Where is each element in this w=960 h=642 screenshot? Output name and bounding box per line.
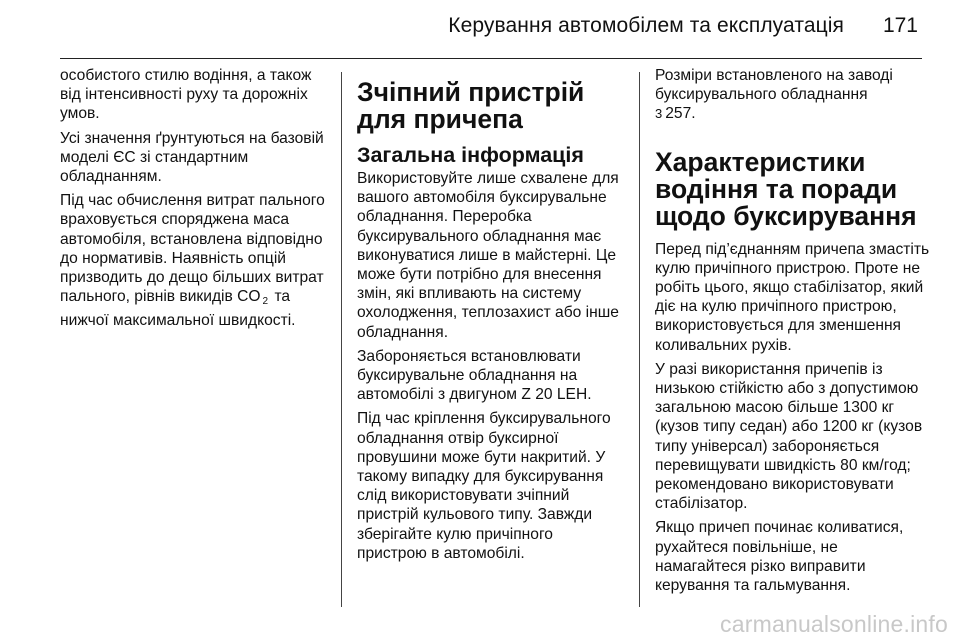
paragraph: Використовуйте лише схвалене для вашого автомобіля буксирувальне обладнання. Переробка буксирувального обладнання має виконуватися лише в майстерні. Це може бути потрібно для внесення змін, які впливають на систему охолодження, теплозахист або інше обладнання. (357, 170, 619, 341)
paragraph: У разі використання причепів із низькою стійкістю або з допустимою загальною масою більше 1300 кг (кузов типу седан) або 1200 кг (кузов типу універсал) забороняється перевищувати швидкість 80 км/год; рекомендовано використовувати стабілізатор. (655, 360, 923, 513)
paragraph: Забороняється встановлювати буксирувальне обладнання на автомобілі з двигуном Z 20 LEH. (357, 347, 592, 404)
paragraph: Перед під’єднанням причепа змастіть кулю причіпного пристрою. Проте не робіть цього, якщо стабілізатор, який діє на кулю причіпного пристрою, використовується для зменшення коливальних рухів. (655, 240, 930, 354)
column-3 (655, 66, 930, 600)
paragraph-text: Розміри встановленого на заводі буксирувального обладнання (655, 67, 893, 104)
column-1 (60, 66, 335, 336)
page-title: Керування автомобілем та експлуатація (448, 14, 844, 37)
paragraph: особистого стилю водіння, а також від інтенсивності руху та дорожніх умов. (60, 67, 312, 123)
column-2 (357, 66, 627, 568)
subsection-title-general: Загальна інформація (357, 143, 584, 167)
paragraph: Під час кріплення буксирувального обладнання отвір буксирної провушини може бути накритий. У такому випадку для буксирування слід використовувати зчіпний пристрій кульового типу. Завжди зберігайте кулю причіпного пристрою в автомобілі. (357, 410, 611, 562)
page-header (60, 0, 922, 59)
section-title-driving-tips: Характеристики водіння та поради щодо буксирування (655, 146, 917, 231)
paragraph-text: та нижчої максимальної швидкості. (60, 288, 296, 330)
watermark: carmanualsonline.info (720, 611, 948, 637)
page-number: 171 (882, 14, 918, 37)
paragraph (60, 191, 335, 330)
co2-subscript: 2 (262, 296, 269, 308)
paragraph: Якщо причеп починає коливатися, рухайтеся повільніше, не намагайтеся різко виправити керування та гальмування. (655, 519, 904, 595)
page-reference-link[interactable]: 257. (665, 105, 696, 123)
section-title-trailer-hitch: Зчіпний пристрій для причепа (357, 77, 585, 134)
reference-arrow-icon: 3 (655, 106, 663, 122)
paragraph (655, 66, 930, 124)
column-divider (639, 72, 640, 607)
column-divider (341, 72, 342, 607)
co2-text: CO (237, 288, 261, 306)
paragraph-text: Під час обчислення витрат пального враховується споряджена маса автомобіля, встановлена відповідно до нормативів. Наявність опцій призводить до дещо більших витрат пального, рівнів викидів (60, 192, 325, 306)
paragraph: Усі значення ґрунтуються на базовій моделі ЄС зі стандартним обладнанням. (60, 129, 324, 186)
